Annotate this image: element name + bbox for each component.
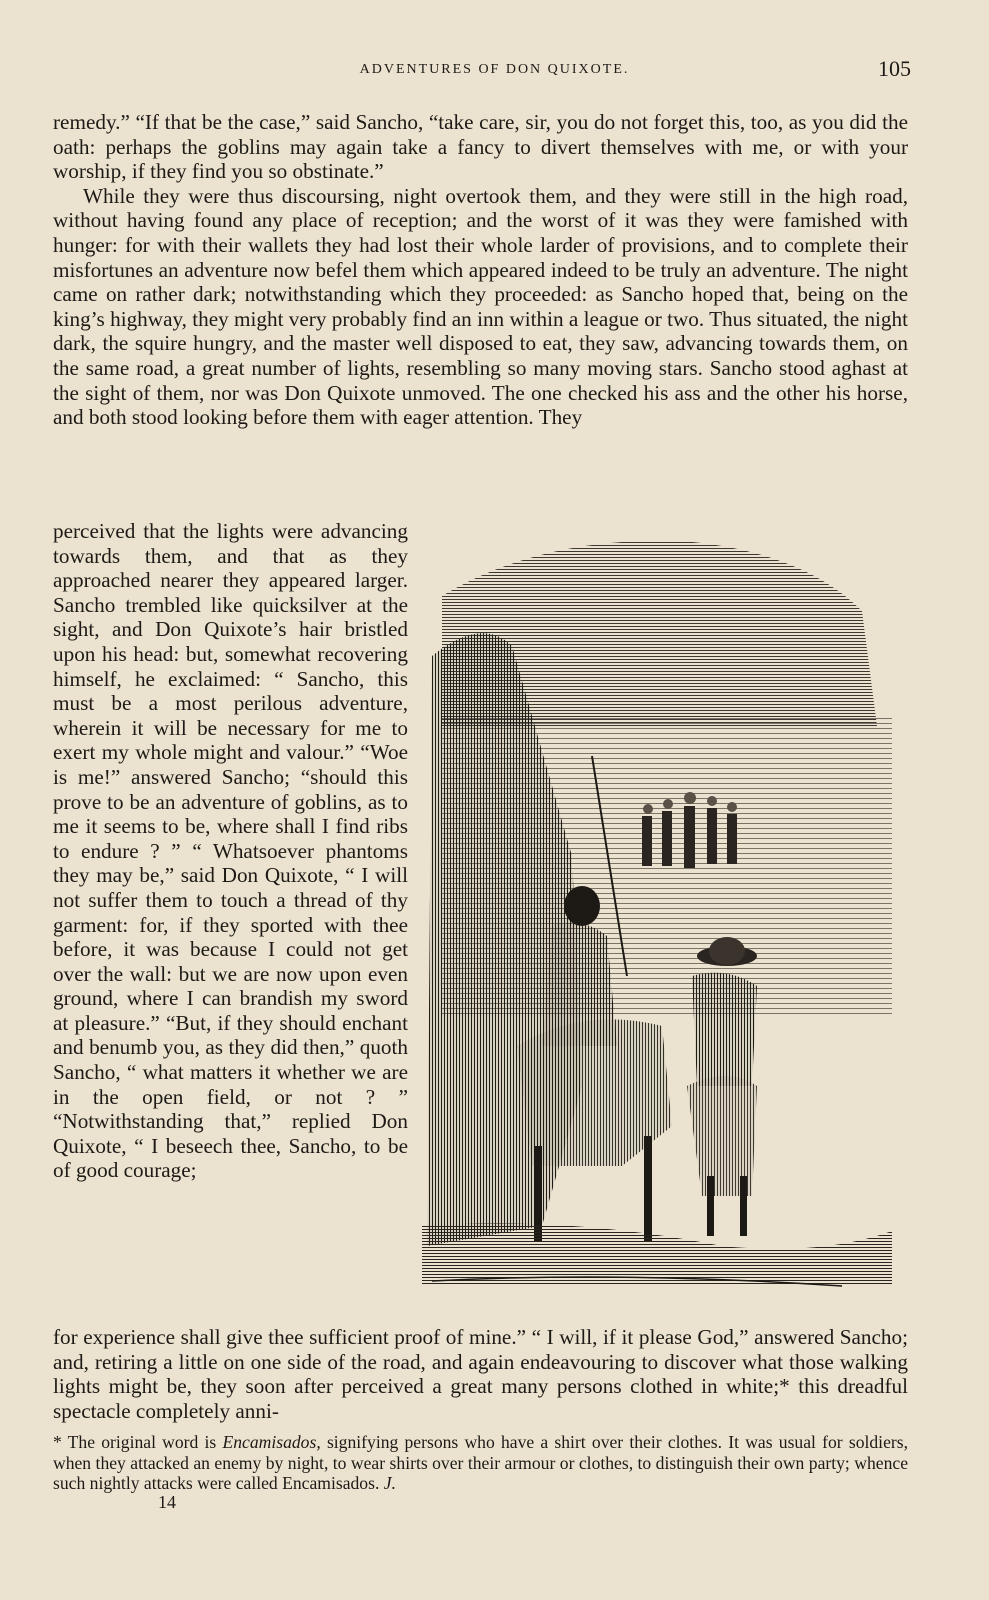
footnote-text (53, 1432, 908, 1494)
knight-and-squire-engraving (422, 526, 896, 1314)
footnote-body: signifying persons who have a shirt over their clothes. It was usual for soldiers, when they attacked an enemy by night, to wear shirts over their armour or clothes, to distinguish their own party; whence such nightly attacks were called Encamisados. (53, 1432, 908, 1493)
footnote-term: Encamisados, (222, 1432, 321, 1452)
paragraph-1: remedy.” “If that be the case,” said Sancho, “take care, sir, you do not forget this, too, as you did the oath: perhaps the goblins may again take a fancy to divert themselves with me, or with your worship, if they find you so obstinate.” (53, 110, 908, 184)
signature-mark: 14 (158, 1492, 176, 1512)
footnote-signature: J. (383, 1473, 396, 1493)
paragraph-2-continued: perceived that the lights were advancing towards them, and that as they approached nearer they appeared larger. Sancho trembled like quicksilver at the sight, and Don Quixote’s hair bristled upon his head: but, somewhat recovering himself, he exclaimed: “ Sancho, this must be a most perilous adventure, wherein it will be necessary for me to exert my whole might and valour.” “Woe is me!” answered Sancho; “should this prove to be an adventure of goblins, as to me it seems to be, where shall I find ribs to endure ? ” “ Whatsoever phantoms they may be,” said Don Quixote, “ I will not suffer them to touch a thread of thy garment: for, if they sported with thee before, it was because I could not get over the wall: but we are now upon even ground, where I can brandish my sword at pleasure.” “But, if they should enchant and benumb you, as they did then,” quoth Sancho, “ what matters it whether we are in the open field, or not ? ” “Notwithstanding that,” replied Don Quixote, “ I beseech thee, Sancho, to be of good courage; (53, 519, 408, 1183)
footnote (53, 1432, 908, 1494)
page-number: 105 (878, 56, 911, 81)
body-text-top (53, 110, 908, 430)
body-text-beside-illustration (53, 519, 408, 1183)
paragraph-2: While they were thus discoursing, night overtook them, and they were still in the high road, without having found any place of reception; and the worst of it was they were famished with hunger: for with their wallets they had lost their whole larder of provisions, and to complete their misfortunes an adventure now befel them which appeared indeed to be truly an adventure. The night came on rather dark; notwithstanding which they proceeded: as Sancho hoped that, being on the king’s highway, they might very probably find an inn within a league or two. Thus situated, the night dark, the squire hungry, and the master well disposed to eat, they saw, advancing towards them, on the same road, a great number of lights, resembling so many moving stars. Sancho stood aghast at the sight of them, nor was Don Quixote unmoved. The one checked his ass and the other his horse, and both stood looking before them with eager attention. They (53, 183, 909, 430)
running-title: ADVENTURES OF DON QUIXOTE. (359, 62, 630, 77)
paragraph-2-end: for experience shall give thee sufficient proof of mine.” “ I will, if it please God,” answered Sancho; and, retiring a little on one side of the road, and again endeavouring to discover what those walking lights might be, they soon after perceived a great many persons clothed in white;* this dreadful spectacle completely anni- (53, 1325, 908, 1423)
engraving-illustration (422, 526, 896, 1314)
footnote-lead: * The original word is (53, 1432, 223, 1452)
sancho-figure (687, 937, 757, 1236)
body-text-bottom (53, 1325, 908, 1423)
